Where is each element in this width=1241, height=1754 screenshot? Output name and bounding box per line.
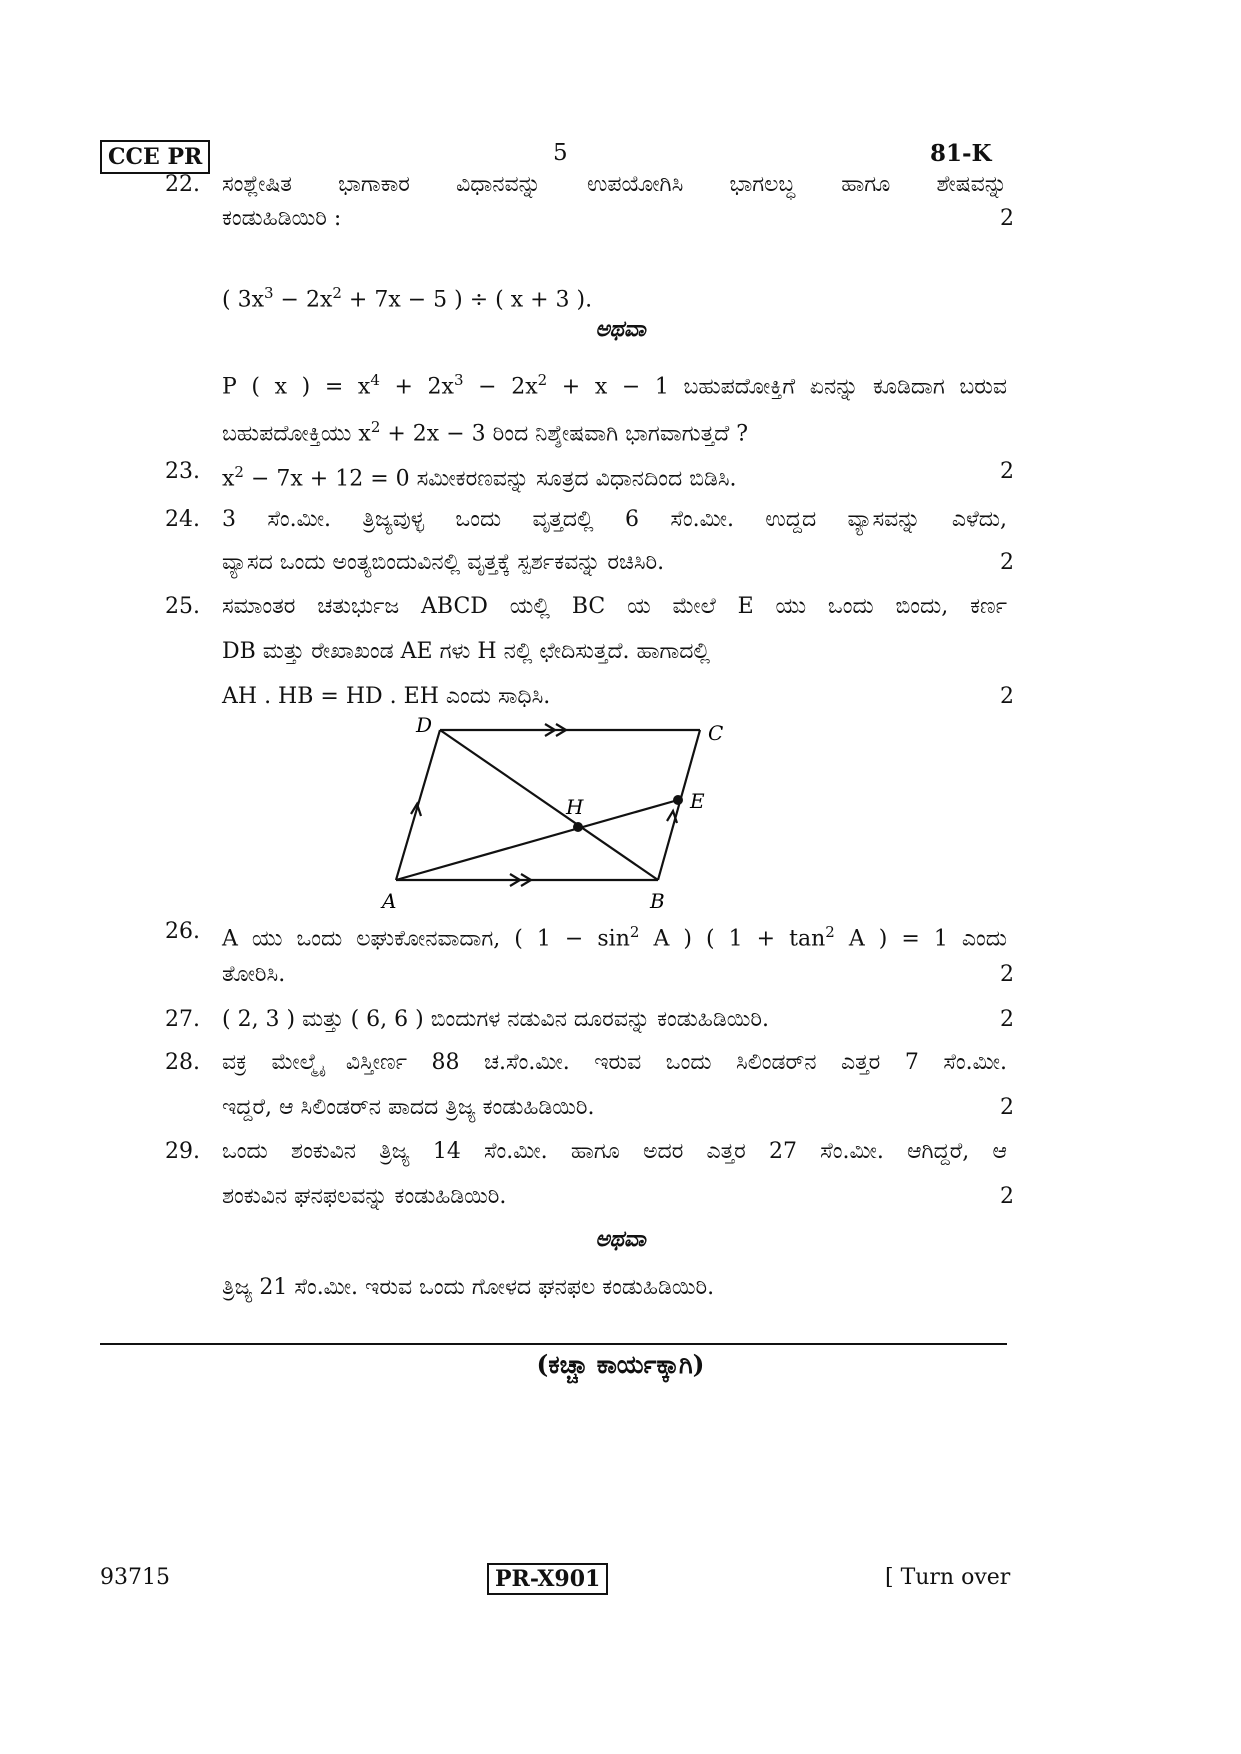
q29-alt: ತ್ರಿಜ್ಯ 21 ಸೆಂ.ಮೀ. ಇರುವ ಒಂದು ಗೋಳದ ಘನಫಲ ಕಂಡುಹಿಡಿಯಿರಿ.	[222, 1275, 715, 1300]
q29-line2: ಶಂಕುವಿನ ಘನಫಲವನ್ನು ಕಂಡುಹಿಡಿಯಿರಿ.	[222, 1184, 507, 1209]
q22-marks: 2	[1000, 206, 1014, 231]
q24-line2: ವ್ಯಾಸದ ಒಂದು ಅಂತ್ಯಬಿಂದುವಿನಲ್ಲಿ ವೃತ್ತಕ್ಕೆ ಸ್ಪರ್ಶಕವನ್ನು ರಚಿಸಿರಿ.	[222, 550, 665, 575]
paper-code: 81-K	[930, 140, 992, 167]
q29-line1: ಒಂದು ಶಂಕುವಿನ ತ್ರಿಜ್ಯ 14 ಸೆಂ.ಮೀ. ಹಾಗೂ ಅದರ ಎತ್ತರ 27 ಸೆಂ.ಮೀ. ಆಗಿದ್ದರೆ, ಆ	[222, 1139, 1007, 1164]
footer-code-box: PR-X901	[487, 1563, 608, 1595]
parallelogram-figure	[370, 710, 750, 915]
q26-line2: ತೋರಿಸಿ.	[222, 962, 286, 987]
rough-work-label: (ಕಚ್ಚಾ ಕಾರ್ಯಕ್ಕಾಗಿ)	[536, 1350, 705, 1379]
label-c: C	[708, 721, 724, 745]
q22-line2: ಕಂಡುಹಿಡಿಯಿರಿ :	[222, 206, 342, 231]
q26-line1: A ಯು ಒಂದು ಲಘುಕೋನವಾದಾಗ, ( $1 - \sin^2 A$ ) ( $1 + \tan^2 A$ ) = 1 ಎಂದು	[222, 923, 1007, 952]
header-code-box: CCE PR	[100, 140, 210, 174]
point-h	[573, 822, 583, 832]
segment-ae	[396, 800, 678, 880]
q23-text: $x^2 - 7x + 12 = 0$ ಸಮೀಕರಣವನ್ನು ಸೂತ್ರದ ವಿಧಾನದಿಂದ ಬಿಡಿಸಿ.	[222, 463, 737, 492]
q29-marks: 2	[1000, 1184, 1014, 1209]
q22-alt-line2: ಬಹುಪದೋಕ್ತಿಯು $x^2 + 2x - 3$ ರಿಂದ ನಿಶ್ಶೇಷವಾಗಿ ಭಾಗವಾಗುತ್ತದೆ ?	[222, 418, 749, 447]
turn-over-label: [ Turn over	[885, 1565, 1011, 1590]
q23-marks: 2	[1000, 459, 1014, 484]
q24-number: 24.	[165, 507, 200, 532]
q22-expression: ( $3x^3 - 2x^2 + 7x - 5$ ) ÷ ( x + 3 ).	[222, 284, 593, 313]
q28-marks: 2	[1000, 1095, 1014, 1120]
q26-number: 26.	[165, 919, 200, 944]
q29-or: ಅಥವಾ	[595, 1226, 646, 1252]
label-e: E	[690, 789, 705, 813]
point-e	[673, 795, 683, 805]
q22-line1: ಸಂಶ್ಲೇಷಿತ ಭಾಗಾಕಾರ ವಿಧಾನವನ್ನು ಉಪಯೋಗಿಸಿ ಭಾಗಲಬ್ಧ ಹಾಗೂ ಶೇಷವನ್ನು	[222, 172, 1007, 197]
label-a: A	[382, 889, 397, 913]
label-b: B	[650, 889, 665, 913]
footer-serial: 93715	[100, 1565, 170, 1590]
q26-marks: 2	[1000, 962, 1014, 987]
q27-number: 27.	[165, 1007, 200, 1032]
q28-line1: ವಕ್ರ ಮೇಲ್ಮೈ ವಿಸ್ತೀರ್ಣ 88 ಚ.ಸೆಂ.ಮೀ. ಇರುವ ಒಂದು ಸಿಲಿಂಡರ್‌ನ ಎತ್ತರ 7 ಸೆಂ.ಮೀ.	[222, 1050, 1007, 1075]
q23-number: 23.	[165, 459, 200, 484]
label-h: H	[566, 795, 584, 819]
q27-marks: 2	[1000, 1007, 1014, 1032]
label-d: D	[416, 713, 433, 737]
q25-marks: 2	[1000, 684, 1014, 709]
q24-line1: 3 ಸೆಂ.ಮೀ. ತ್ರಿಜ್ಯವುಳ್ಳ ಒಂದು ವೃತ್ತದಲ್ಲಿ 6 ಸೆಂ.ಮೀ. ಉದ್ದದ ವ್ಯಾಸವನ್ನು ಎಳೆದು,	[222, 507, 1007, 532]
q29-number: 29.	[165, 1139, 200, 1164]
arrow-mark-bc	[667, 811, 677, 823]
q22-alt-line1: P ( x ) = $x^4 + 2x^3 - 2x^2 + x - 1$ ಬಹುಪದೋಕ್ತಿಗೆ ಏನನ್ನು ಕೂಡಿದಾಗ ಬರುವ	[222, 371, 1008, 400]
q22-or: ಅಥವಾ	[595, 316, 646, 342]
page-number: 5	[553, 140, 568, 166]
q25-line3: AH . HB = HD . EH ಎಂದು ಸಾಧಿಸಿ.	[222, 684, 551, 709]
q22-number: 22.	[165, 172, 200, 197]
q25-line2: DB ಮತ್ತು ರೇಖಾಖಂಡ AE ಗಳು H ನಲ್ಲಿ ಛೇದಿಸುತ್ತದೆ. ಹಾಗಾದಲ್ಲಿ	[222, 639, 711, 664]
q27-text: ( 2, 3 ) ಮತ್ತು ( 6, 6 ) ಬಿಂದುಗಳ ನಡುವಿನ ದೂರವನ್ನು ಕಂಡುಹಿಡಿಯಿರಿ.	[222, 1007, 769, 1032]
q25-number: 25.	[165, 594, 200, 619]
q25-line1: ಸಮಾಂತರ ಚತುರ್ಭುಜ ABCD ಯಲ್ಲಿ BC ಯ ಮೇಲೆ E ಯು ಒಂದು ಬಿಂದು, ಕರ್ಣ	[222, 594, 1007, 619]
q24-marks: 2	[1000, 550, 1014, 575]
q28-line2: ಇದ್ದರೆ, ಆ ಸಿಲಿಂಡರ್‌ನ ಪಾದದ ತ್ರಿಜ್ಯ ಕಂಡುಹಿಡಿಯಿರಿ.	[222, 1095, 595, 1120]
separator-rule	[100, 1343, 1007, 1345]
q28-number: 28.	[165, 1050, 200, 1075]
